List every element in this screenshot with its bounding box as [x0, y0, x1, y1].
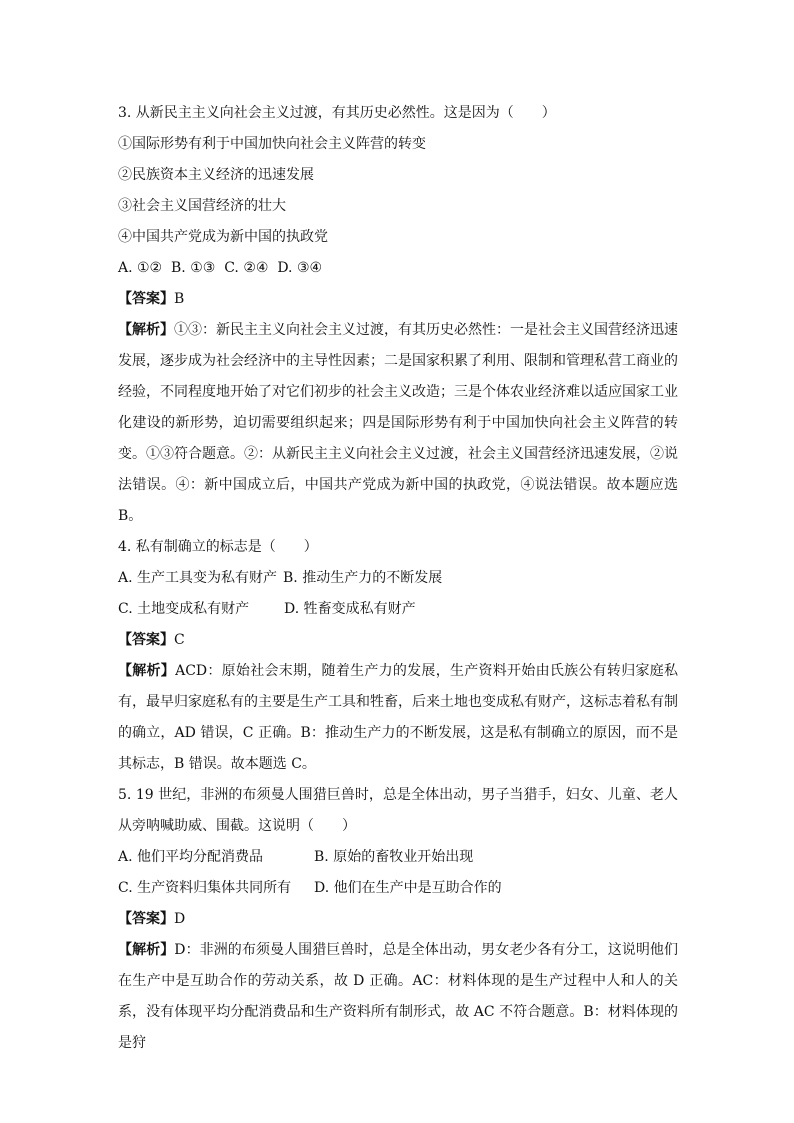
q3-item-1: ①国际形势有利于中国加快向社会主义阵营的转变 — [118, 136, 426, 152]
q5-choice-c: C. 生产资料归集体共同所有 — [118, 880, 292, 896]
q4-stem: 4. 私有制确立的标志是（ ） — [118, 539, 318, 555]
q5-answer — [118, 904, 678, 935]
q5-analysis — [118, 935, 678, 1059]
q5-answer-value: D — [174, 911, 186, 927]
q4-choice-a: A. 生产工具变为私有财产 — [118, 570, 278, 586]
q3-answer-value: B — [174, 291, 185, 307]
q3-answer — [118, 284, 678, 315]
document-page — [118, 98, 678, 1059]
answer-tag: 【答案】 — [118, 291, 174, 307]
q3-item-3: ③社会主义国营经济的壮大 — [118, 198, 286, 214]
q5-choice-d: D. 他们在生产中是互助合作的 — [314, 880, 502, 896]
answer-tag: 【答案】 — [118, 632, 174, 648]
q5-choice-b: B. 原始的畜牧业开始出现 — [314, 849, 474, 865]
q3-stem: 3. 从新民主主义向社会主义过渡，有其历史必然性。这是因为（ ） — [118, 105, 556, 121]
q4-choice-b: B. 推动生产力的不断发展 — [283, 570, 443, 586]
analysis-tag: 【解析】 — [118, 663, 176, 679]
q4-choices-row-1 — [118, 563, 678, 594]
q4-answer-value: C — [174, 632, 185, 648]
q3-choices: A. ①② B. ①③ C. ②④ D. ③④ — [118, 260, 323, 276]
q3-item-2: ②民族资本主义经济的迅速发展 — [118, 167, 314, 183]
analysis-tag: 【解析】 — [118, 942, 175, 958]
q5-choices-row-1 — [118, 842, 678, 873]
q3-item-4: ④中国共产党成为新中国的执政党 — [118, 229, 328, 245]
q4-choice-d: D. 牲畜变成私有财产 — [284, 601, 416, 617]
q5-stem: 5. 19 世纪，非洲的布须曼人围猎巨兽时，总是全体出动，男子当猎手，妇女、儿童、老人从旁呐喊助威、围截。这说明（ ） — [118, 787, 678, 834]
analysis-tag: 【解析】 — [118, 322, 174, 338]
q4-choice-c: C. 土地变成私有财产 — [118, 601, 250, 617]
q3-analysis-text: ①③：新民主主义向社会主义过渡，有其历史必然性：一是社会主义国营经济迅速发展，逐步成为社会经济中的主导性因素；二是国家积累了利用、限制和管理私营工商业的经验，不同程度地开始了对它们初步的社会主义改造；三是个体农业经济难以适应国家工业化建设的新形势，迫切需要组织起来；四是国际形势有利于中国加快向社会主义阵营的转变。①③符合题意。②：从新民主主义向社会主义过渡，社会主义国营经济迅速发展，②说法错误。④：新中国成立后，中国共产党成为新中国的执政党，④说法错误。故本题应选B。 — [118, 322, 678, 524]
answer-tag: 【答案】 — [118, 911, 174, 927]
q3-analysis — [118, 315, 678, 532]
q4-answer — [118, 625, 678, 656]
q4-analysis-text: ACD：原始社会末期，随着生产力的发展，生产资料开始由氏族公有转归家庭私有，最早归家庭私有的主要是生产工具和牲畜，后来土地也变成私有财产，这标志着私有制的确立，AD 错误，C 正确。B：推动生产力的不断发展，这是私有制确立的原因，而不是其标志，B 错误。故本题选 C。 — [118, 663, 679, 772]
q5-choices-row-2 — [118, 873, 678, 904]
q5-choice-a: A. 他们平均分配消费品 — [118, 849, 264, 865]
q4-choices-row-2 — [118, 594, 678, 625]
q4-analysis — [118, 656, 678, 780]
q5-analysis-text: D：非洲的布须曼人围猎巨兽时，总是全体出动，男女老少各有分工，这说明他们在生产中是互助合作的劳动关系，故 D 正确。AC：材料体现的是生产过程中人和人的关系，没有体现平均分配消费品和生产资料所有制形式，故 AC 不符合题意。B：材料体现的是狩 — [118, 942, 679, 1051]
